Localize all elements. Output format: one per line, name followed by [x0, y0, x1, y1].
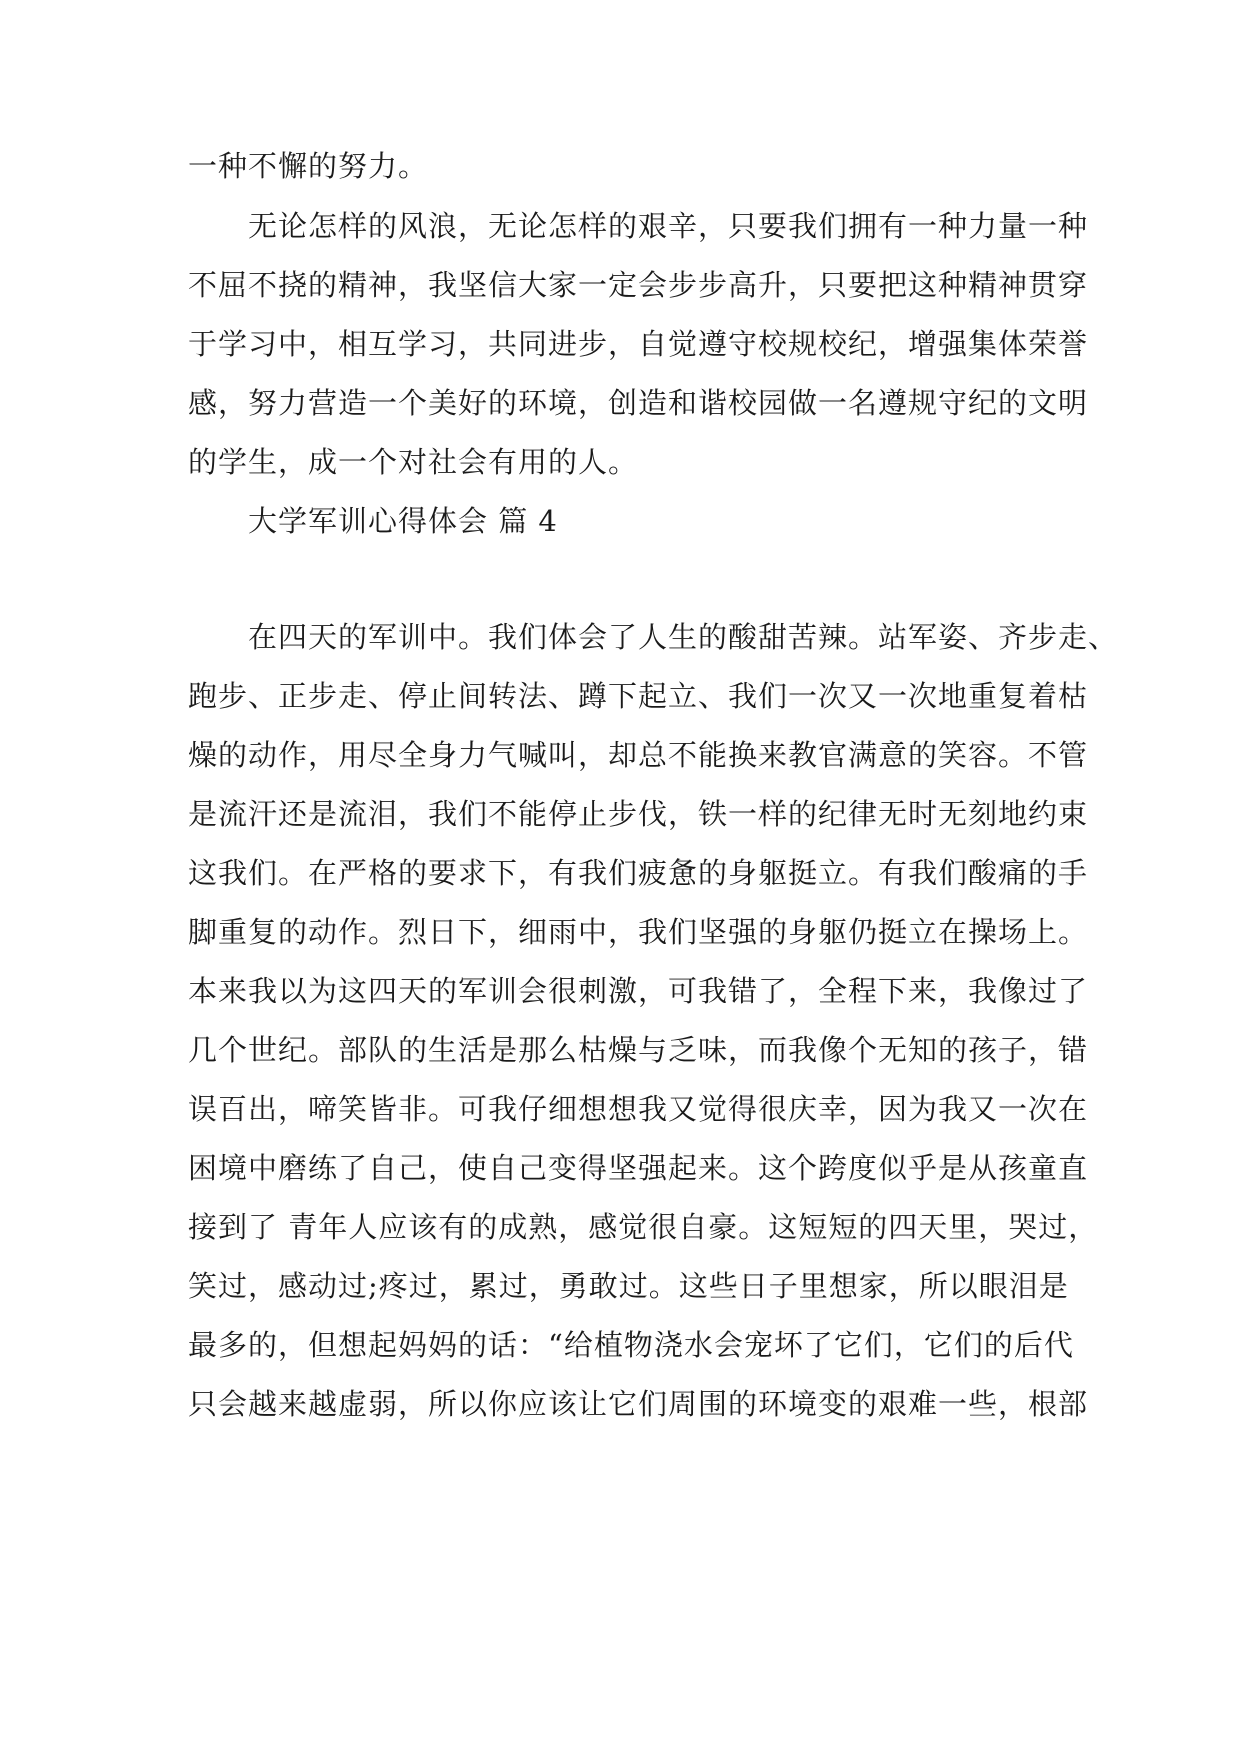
paragraph-first-line: 无论怎样的风浪，无论怎样的艰辛，只要我们拥有一种力量一种: [248, 209, 1089, 243]
text-line: 接到了 青年人应该有的成熟，感觉很自豪。这短短的四天里，哭过，: [188, 1210, 1099, 1244]
text-line: 本来我以为这四天的军训会很刺激，可我错了，全程下来，我像过了: [188, 974, 1089, 1008]
text-line: 是流汗还是流泪，我们不能停止步伐，铁一样的纪律无时无刻地约束: [188, 797, 1089, 831]
text-line: 脚重复的动作。烈日下，细雨中，我们坚强的身躯仍挺立在操场上。: [188, 915, 1089, 949]
text-line: 这我们。在严格的要求下，有我们疲惫的身躯挺立。有我们酸痛的手: [188, 856, 1089, 890]
text-line: 的学生，成一个对社会有用的人。: [188, 445, 639, 479]
text-line: 燥的动作，用尽全身力气喊叫，却总不能换来教官满意的笑容。不管: [188, 738, 1089, 772]
text-line: 于学习中，相互学习，共同进步，自觉遵守校规校纪，增强集体荣誉: [188, 327, 1089, 361]
paragraph-first-line: 在四天的军训中。我们体会了人生的酸甜苦辣。站军姿、齐步走、: [248, 620, 1119, 654]
text-line: 最多的，但想起妈妈的话：“给植物浇水会宠坏了它们，它们的后代: [188, 1328, 1074, 1362]
text-line: 不屈不挠的精神，我坚信大家一定会步步高升，只要把这种精神贯穿: [188, 268, 1089, 302]
section-heading: 大学军训心得体会 篇 4: [248, 504, 558, 538]
text-line: 一种不懈的努力。: [188, 149, 429, 183]
text-line: 困境中磨练了自己，使自己变得坚强起来。这个跨度似乎是从孩童直: [188, 1151, 1089, 1185]
text-line: 误百出，啼笑皆非。可我仔细想想我又觉得很庆幸，因为我又一次在: [188, 1092, 1089, 1126]
text-line: 只会越来越虚弱，所以你应该让它们周围的环境变的艰难一些，根部: [188, 1387, 1089, 1421]
text-line: 跑步、正步走、停止间转法、蹲下起立、我们一次又一次地重复着枯: [188, 679, 1089, 713]
text-line: 感，努力营造一个美好的环境，创造和谐校园做一名遵规守纪的文明: [188, 386, 1089, 420]
text-line: 笑过，感动过;疼过，累过，勇敢过。这些日子里想家，所以眼泪是: [188, 1269, 1069, 1303]
text-line: 几个世纪。部队的生活是那么枯燥与乏味，而我像个无知的孩子，错: [188, 1033, 1089, 1067]
